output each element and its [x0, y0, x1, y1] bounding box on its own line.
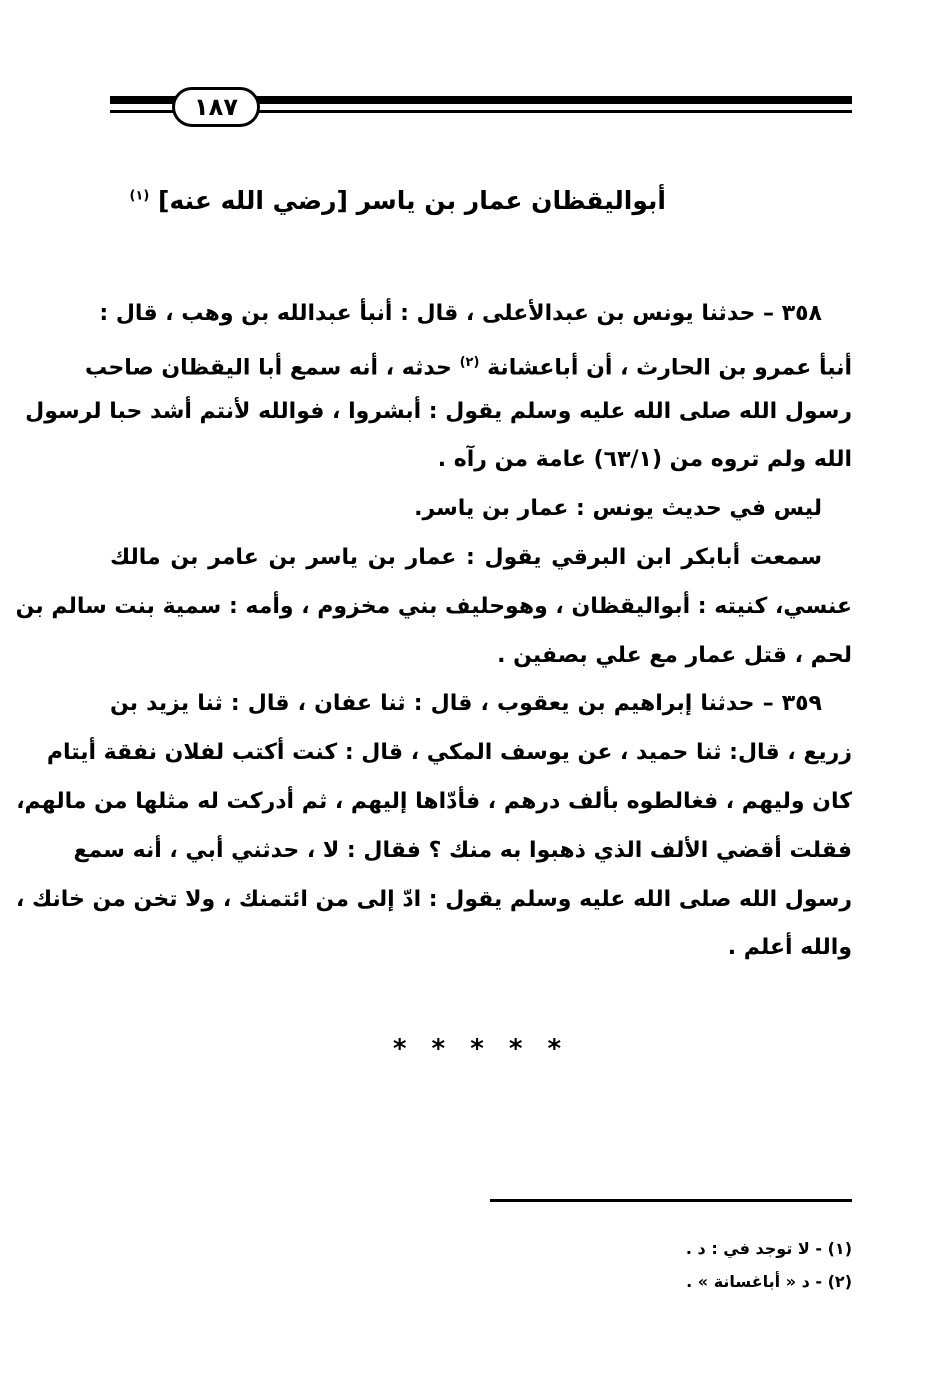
body-line-9: ٣٥٩ – حدثنا إبراهيم بن يعقوب ، قال : ثنا عفان ، قال : ثنا يزيد بن [110, 691, 822, 717]
body-line-11: كان وليهم ، فغالطوه بألف درهم ، فأدّاها إليهم ، ثم أدركت له مثلها من مالهم، [16, 788, 852, 814]
body-line-3: رسول الله صلى الله عليه وسلم يقول : أبشروا ، فوالله لأنتم أشد حبا لرسول [25, 398, 852, 424]
body-line-8: لحم ، قتل عمار مع علي بصفين . [497, 642, 852, 668]
body-line-12: فقلت أقضي الألف الذي ذهبوا به منك ؟ فقال : لا ، حدثني أبي ، أنه سمع [73, 837, 852, 863]
body-line-5: ليس في حديث يونس : عمار بن ياسر. [414, 496, 822, 522]
footnotes [110, 1232, 852, 1298]
page-title-text: أبواليقظان عمار بن ياسر [رضي الله عنه] [158, 186, 666, 215]
body-line-13: رسول الله صلى الله عليه وسلم يقول : ادّ إلى من ائتمنك ، ولا تخن من خانك ، [15, 886, 852, 912]
body-line-14: والله أعلم . [727, 935, 852, 961]
body-line-2 [85, 339, 852, 388]
footnote-rule [490, 1199, 852, 1202]
footnote-ref-2: (٢) [459, 354, 480, 370]
body-line-2-end: حدثه ، أنه سمع أبا اليقظان صاحب [85, 355, 452, 381]
section-separator: * * * * * [392, 1034, 570, 1064]
body-line-2-start: أنبأ عمرو بن الحارث ، أن أباعشانة [487, 355, 852, 381]
body-text [15, 290, 852, 973]
footnote-1: (١) - لا توجد في : د . [685, 1239, 852, 1258]
body-line-6: سمعت أبابكر ابن البرقي يقول : عمار بن ياسر بن عامر بن مالك [110, 544, 822, 570]
body-line-10: زريع ، قال: ثنا حميد ، عن يوسف المكي ، قال : كنت أكتب لفلان نفقة أيتام [46, 740, 852, 766]
page-number: ١٨٧ [172, 87, 260, 127]
body-line-1: ٣٥٨ – حدثنا يونس بن عبدالأعلى ، قال : أنبأ عبدالله بن وهب ، قال : [99, 301, 822, 326]
body-line-4: الله ولم تروه من (٦٣/١) عامة من رآه . [437, 447, 852, 473]
footnote-2: (٢) - د « أباغسانة » . [686, 1272, 852, 1291]
page-title [129, 186, 666, 232]
title-footnote-mark: (١) [129, 188, 150, 204]
body-line-7: عنسي، كنيته : أبواليقظان ، وهوحليف بني مخزوم ، وأمه : سمية بنت سالم بن [15, 593, 852, 619]
